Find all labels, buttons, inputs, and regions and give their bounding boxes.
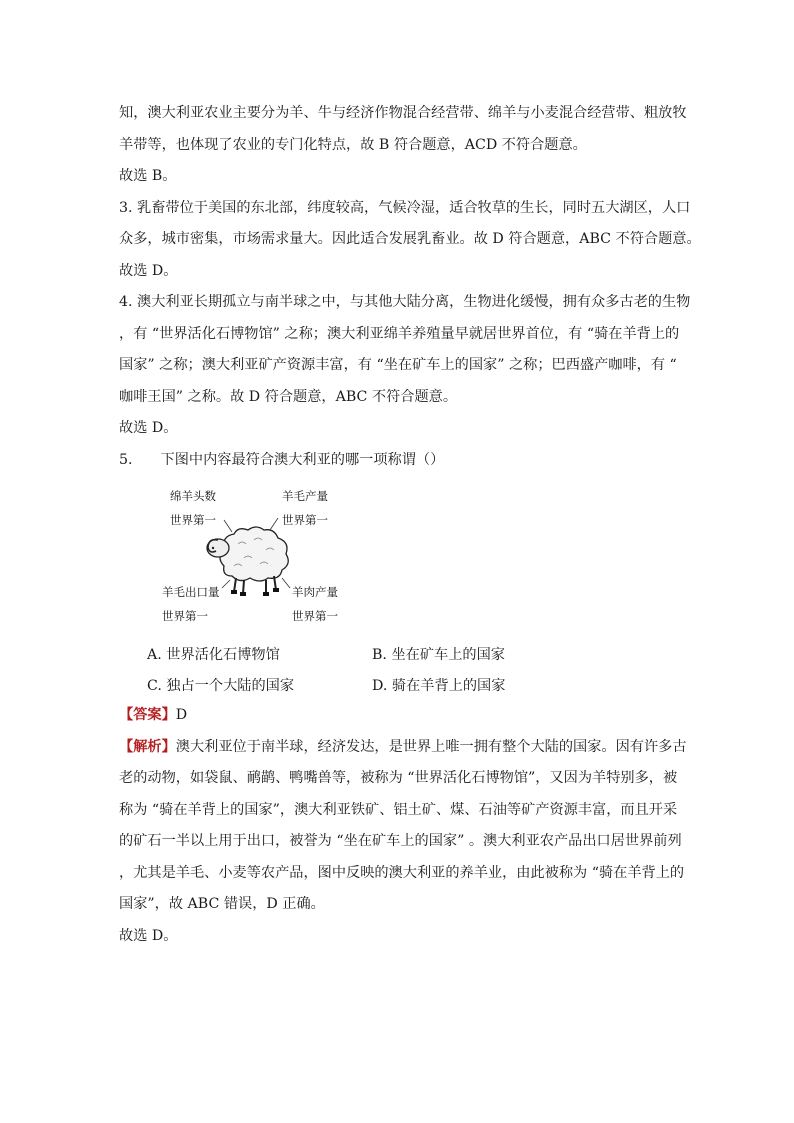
analysis-conclusion: 故选 D。: [119, 927, 178, 944]
option-c: C. 独占一个大陆的国家: [147, 678, 295, 694]
label-wool-export: 羊毛出口量: [162, 585, 220, 599]
question-number: 5.: [119, 451, 133, 468]
answer-section: [119, 700, 687, 952]
label-sheep-count-rank: 世界第一: [170, 513, 216, 527]
text-line: 羊带等，也体现了农业的专门化特点，故 B 符合题意，ACD 不符合题意。: [119, 136, 587, 153]
text-line: 故选 D。: [119, 420, 178, 436]
analysis-line: 老的动物，如袋鼠、鸸鹋、鸭嘴兽等，被称为 “世界活化石博物馆”，又因为羊特别多，被: [119, 770, 678, 786]
label-mutton-output: 羊肉产量: [292, 585, 338, 599]
option-b: B. 坐在矿车上的国家: [372, 647, 505, 663]
label-mutton-output-rank: 世界第一: [292, 609, 338, 623]
answer-options: [147, 640, 597, 702]
text-line: 故选 B。: [119, 168, 177, 184]
previous-answers-section: [119, 98, 701, 476]
answer-value: D: [175, 707, 188, 723]
analysis-line: 国家”，故 ABC 错误，D 正确。: [119, 896, 325, 912]
analysis-text: 澳大利亚位于南半球，经济发达，是世界上唯一拥有整个大陆的国家。因有许多古: [175, 738, 687, 755]
analysis-line: 称为 “骑在羊背上的国家”，澳大利亚铁矿、铝土矿、煤、石油等矿产资源丰富，而且开采: [119, 801, 678, 818]
analysis-line: [119, 732, 687, 764]
analysis-line: 的矿石一半以上用于出口，被誉为 “坐在矿车上的国家” 。澳大利亚农产品出口居世界前列: [119, 833, 682, 849]
text-line: 3. 乳畜带位于美国的东北部，纬度较高，气候冷湿，适合牧草的生长，同时五大湖区，人口: [119, 199, 691, 216]
answer-line: [119, 700, 679, 732]
label-sheep-count: 绵羊头数: [170, 489, 216, 503]
sheep-icon: [204, 518, 296, 596]
question-5: [119, 445, 679, 477]
label-wool-export-rank: 世界第一: [162, 609, 208, 623]
text-line: 咖啡王国” 之称。故 D 符合题意，ABC 不符合题意。: [119, 388, 458, 405]
text-line: 故选 D。: [119, 262, 178, 279]
analysis-line: ，尤其是羊毛、小麦等农产品，图中反映的澳大利亚的养羊业，由此被称为 “骑在羊背上的: [119, 864, 685, 881]
option-a: A. 世界活化石博物馆: [147, 647, 280, 663]
answer-label: 【答案】: [119, 707, 176, 723]
text-line: ，有 “世界活化石博物馆” 之称；澳大利亚绵羊养殖量早就居世界首位，有 “骑在羊背上的: [119, 325, 680, 342]
text-line: 众多，城市密集，市场需求量大。因此适合发展乳畜业。故 D 符合题意，ABC 不符合题意。: [119, 231, 701, 247]
text-line: 4. 澳大利亚长期孤立与南半球之中，与其他大陆分离，生物进化缓慢，拥有众多古老的生物: [119, 294, 691, 310]
text-line: 知，澳大利亚农业主要分为羊、牛与经济作物混合经营带、绵羊与小麦混合经营带、粗放牧: [119, 105, 687, 121]
question-text: 下图中内容最符合澳大利亚的哪一项称谓（）: [160, 451, 445, 468]
option-d: D. 骑在羊背上的国家: [372, 678, 506, 694]
analysis-label: 【解析】: [119, 738, 176, 755]
label-wool-output-rank: 世界第一: [282, 513, 328, 527]
label-wool-output: 羊毛产量: [282, 489, 328, 503]
text-line: 国家” 之称；澳大利亚矿产资源丰富，有 “坐在矿车上的国家” 之称；巴西盛产咖啡，有 “: [119, 357, 677, 373]
sheep-figure: [160, 484, 350, 624]
